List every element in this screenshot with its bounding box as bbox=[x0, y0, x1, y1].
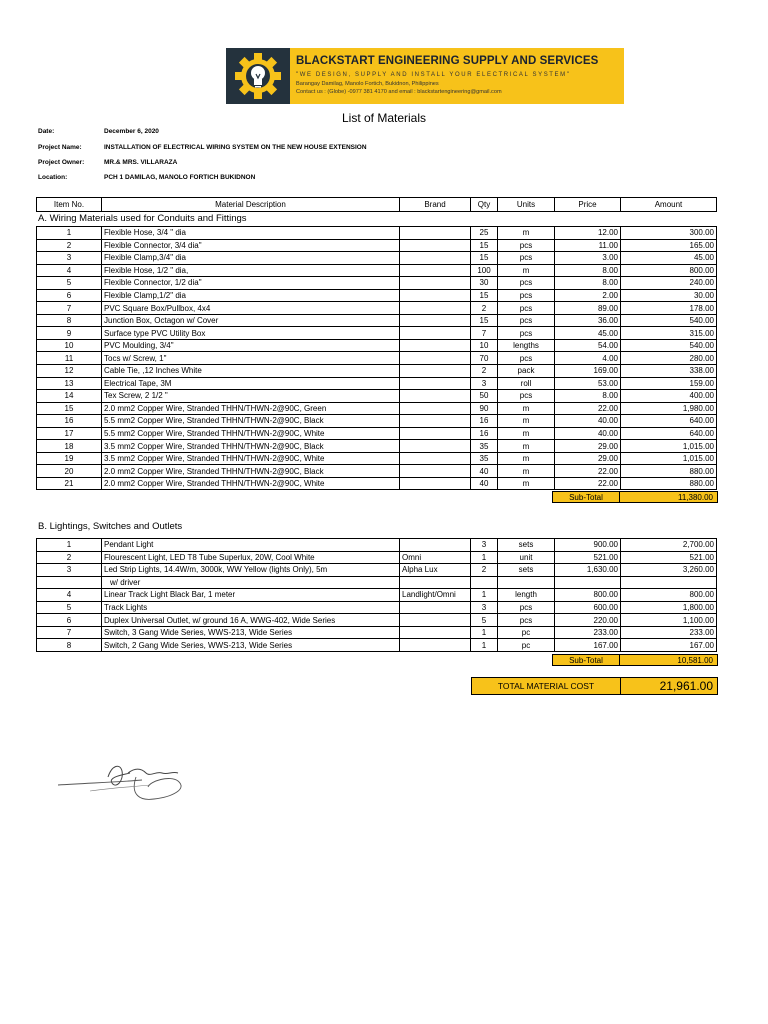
brand-cell bbox=[400, 427, 471, 440]
qty-cell: 15 bbox=[471, 289, 498, 302]
units-cell: pcs bbox=[498, 239, 555, 252]
price-cell: 22.00 bbox=[555, 402, 621, 415]
description-cell: PVC Square Box/Pullbox, 4x4 bbox=[102, 302, 400, 315]
units-cell: pcs bbox=[498, 302, 555, 315]
company-slogan: "WE DESIGN, SUPPLY AND INSTALL YOUR ELECTRICAL SYSTEM" bbox=[296, 72, 571, 78]
table-row bbox=[37, 239, 717, 252]
price-cell: 4.00 bbox=[555, 352, 621, 365]
item-no-cell: 9 bbox=[37, 327, 102, 340]
qty-cell: 7 bbox=[471, 327, 498, 340]
amount-cell: 280.00 bbox=[621, 352, 717, 365]
units-cell: pcs bbox=[498, 314, 555, 327]
item-no-cell: 6 bbox=[37, 614, 102, 627]
table-row bbox=[37, 576, 717, 589]
meta-value: MR.& MRS. VILLARAZA bbox=[104, 159, 178, 166]
brand-cell bbox=[400, 440, 471, 453]
price-cell: 521.00 bbox=[555, 551, 621, 564]
price-cell: 53.00 bbox=[555, 377, 621, 390]
price-cell: 2.00 bbox=[555, 289, 621, 302]
qty-cell: 25 bbox=[471, 227, 498, 240]
brand-cell bbox=[400, 302, 471, 315]
item-no-cell: 13 bbox=[37, 377, 102, 390]
qty-cell: 15 bbox=[471, 239, 498, 252]
brand-cell bbox=[400, 415, 471, 428]
brand-cell bbox=[400, 539, 471, 552]
description-cell: Electrical Tape, 3M bbox=[102, 377, 400, 390]
item-no-cell: 15 bbox=[37, 402, 102, 415]
brand-cell bbox=[400, 477, 471, 490]
price-cell: 54.00 bbox=[555, 339, 621, 352]
header-cell: Item No. bbox=[37, 198, 102, 212]
item-no-cell: 2 bbox=[37, 551, 102, 564]
amount-cell: 800.00 bbox=[621, 589, 717, 602]
units-cell: m bbox=[498, 465, 555, 478]
brand-cell bbox=[400, 601, 471, 614]
brand-cell: Alpha Lux bbox=[400, 564, 471, 577]
company-contact: Contact us : (Globe) -0977 381 4170 and email : blackstartengineering@gmail.com bbox=[296, 89, 502, 95]
table-header bbox=[36, 197, 717, 212]
amount-cell: 1,015.00 bbox=[621, 452, 717, 465]
units-cell: m bbox=[498, 227, 555, 240]
item-no-cell: 10 bbox=[37, 339, 102, 352]
description-cell: Tex Screw, 2 1/2 " bbox=[102, 390, 400, 403]
item-no-cell: 11 bbox=[37, 352, 102, 365]
table-row bbox=[37, 302, 717, 315]
description-cell: Flexible Hose, 1/2 " dia, bbox=[102, 264, 400, 277]
table-row bbox=[37, 477, 717, 490]
qty-cell: 2 bbox=[471, 564, 498, 577]
table-row bbox=[37, 402, 717, 415]
units-cell: sets bbox=[498, 564, 555, 577]
qty-cell: 3 bbox=[471, 539, 498, 552]
amount-cell: 30.00 bbox=[621, 289, 717, 302]
item-no-cell: 12 bbox=[37, 365, 102, 378]
meta-value: INSTALLATION OF ELECTRICAL WIRING SYSTEM ON THE NEW HOUSE EXTENSION bbox=[104, 144, 367, 151]
amount-cell: 338.00 bbox=[621, 365, 717, 378]
header-cell: Amount bbox=[621, 198, 717, 212]
section-a-subtotal-label: Sub-Total bbox=[552, 491, 620, 503]
description-cell: w/ driver bbox=[102, 576, 400, 589]
section-a-subtotal-value: 11,380.00 bbox=[619, 491, 718, 503]
section-b-title: B. Lightings, Switches and Outlets bbox=[38, 521, 183, 532]
price-cell: 89.00 bbox=[555, 302, 621, 315]
units-cell: pcs bbox=[498, 390, 555, 403]
price-cell: 600.00 bbox=[555, 601, 621, 614]
amount-cell: 521.00 bbox=[621, 551, 717, 564]
meta-label: Location: bbox=[38, 174, 68, 181]
units-cell: m bbox=[498, 440, 555, 453]
document-title: List of Materials bbox=[341, 111, 427, 125]
price-cell: 167.00 bbox=[555, 639, 621, 652]
meta-label: Project Name: bbox=[38, 144, 82, 151]
qty-cell: 35 bbox=[471, 452, 498, 465]
description-cell: 2.0 mm2 Copper Wire, Stranded THHN/THWN-2@90C, Green bbox=[102, 402, 400, 415]
price-cell: 169.00 bbox=[555, 365, 621, 378]
meta-value: PCH 1 DAMILAG, MANOLO FORTICH BUKIDNON bbox=[104, 174, 256, 181]
qty-cell: 16 bbox=[471, 415, 498, 428]
table-row bbox=[37, 440, 717, 453]
description-cell: Surface type PVC Utility Box bbox=[102, 327, 400, 340]
price-cell: 29.00 bbox=[555, 452, 621, 465]
table-row bbox=[37, 327, 717, 340]
brand-cell bbox=[400, 452, 471, 465]
item-no-cell: 8 bbox=[37, 639, 102, 652]
units-cell: pcs bbox=[498, 289, 555, 302]
price-cell: 11.00 bbox=[555, 239, 621, 252]
qty-cell: 10 bbox=[471, 339, 498, 352]
amount-cell: 1,100.00 bbox=[621, 614, 717, 627]
description-cell: Linear Track Light Black Bar, 1 meter bbox=[102, 589, 400, 602]
item-no-cell: 19 bbox=[37, 452, 102, 465]
qty-cell: 40 bbox=[471, 465, 498, 478]
description-cell: PVC Moulding, 3/4" bbox=[102, 339, 400, 352]
brand-cell bbox=[400, 227, 471, 240]
amount-cell: 167.00 bbox=[621, 639, 717, 652]
brand-cell bbox=[400, 377, 471, 390]
description-cell: Flexible Connector, 3/4 dia" bbox=[102, 239, 400, 252]
description-cell: Flexible Connector, 1/2 dia" bbox=[102, 277, 400, 290]
units-cell: pcs bbox=[498, 327, 555, 340]
item-no-cell: 5 bbox=[37, 601, 102, 614]
units-cell: pcs bbox=[498, 252, 555, 265]
item-no-cell: 16 bbox=[37, 415, 102, 428]
brand-cell bbox=[400, 626, 471, 639]
table-row bbox=[37, 377, 717, 390]
table-row bbox=[37, 277, 717, 290]
table-row bbox=[37, 365, 717, 378]
section-b-table bbox=[36, 538, 717, 652]
units-cell: pack bbox=[498, 365, 555, 378]
amount-cell: 159.00 bbox=[621, 377, 717, 390]
brand-cell bbox=[400, 289, 471, 302]
table-row bbox=[37, 252, 717, 265]
qty-cell: 2 bbox=[471, 365, 498, 378]
amount-cell: 540.00 bbox=[621, 314, 717, 327]
qty-cell: 1 bbox=[471, 626, 498, 639]
table-row bbox=[37, 339, 717, 352]
company-address: Barangay Damilag, Manolo Fortich, Bukidnon, Philippines bbox=[296, 81, 439, 87]
description-cell: 3.5 mm2 Copper Wire, Stranded THHN/THWN-2@90C, White bbox=[102, 452, 400, 465]
price-cell: 22.00 bbox=[555, 465, 621, 478]
table-row bbox=[37, 352, 717, 365]
price-cell: 233.00 bbox=[555, 626, 621, 639]
description-cell: 5.5 mm2 Copper Wire, Stranded THHN/THWN-2@90C, Black bbox=[102, 415, 400, 428]
units-cell: pcs bbox=[498, 601, 555, 614]
amount-cell: 240.00 bbox=[621, 277, 717, 290]
price-cell: 40.00 bbox=[555, 415, 621, 428]
header-cell: Material Description bbox=[102, 198, 400, 212]
price-cell: 36.00 bbox=[555, 314, 621, 327]
brand-cell bbox=[400, 239, 471, 252]
table-row bbox=[37, 390, 717, 403]
qty-cell bbox=[471, 576, 498, 589]
qty-cell: 16 bbox=[471, 427, 498, 440]
item-no-cell: 14 bbox=[37, 390, 102, 403]
header-cell: Brand bbox=[400, 198, 471, 212]
item-no-cell: 8 bbox=[37, 314, 102, 327]
units-cell: m bbox=[498, 427, 555, 440]
company-logo bbox=[226, 48, 290, 104]
amount-cell: 880.00 bbox=[621, 465, 717, 478]
qty-cell: 1 bbox=[471, 589, 498, 602]
description-cell: Flourescent Light, LED T8 Tube Superlux, 20W, Cool White bbox=[102, 551, 400, 564]
description-cell: Flexible Clamp,3/4" dia bbox=[102, 252, 400, 265]
units-cell: m bbox=[498, 264, 555, 277]
qty-cell: 100 bbox=[471, 264, 498, 277]
amount-cell: 178.00 bbox=[621, 302, 717, 315]
qty-cell: 2 bbox=[471, 302, 498, 315]
brand-cell: Landlight/Omni bbox=[400, 589, 471, 602]
table-row bbox=[37, 589, 717, 602]
amount-cell: 315.00 bbox=[621, 327, 717, 340]
units-cell: m bbox=[498, 402, 555, 415]
item-no-cell: 2 bbox=[37, 239, 102, 252]
price-cell: 1,630.00 bbox=[555, 564, 621, 577]
table-row bbox=[37, 539, 717, 552]
amount-cell: 1,980.00 bbox=[621, 402, 717, 415]
section-a-title: A. Wiring Materials used for Conduits and Fittings bbox=[38, 213, 247, 224]
qty-cell: 40 bbox=[471, 477, 498, 490]
description-cell: 3.5 mm2 Copper Wire, Stranded THHN/THWN-2@90C, Black bbox=[102, 440, 400, 453]
amount-cell: 880.00 bbox=[621, 477, 717, 490]
description-cell: Switch, 2 Gang Wide Series, WWS-213, Wide Series bbox=[102, 639, 400, 652]
amount-cell: 1,800.00 bbox=[621, 601, 717, 614]
description-cell: Junction Box, Octagon w/ Cover bbox=[102, 314, 400, 327]
amount-cell: 800.00 bbox=[621, 264, 717, 277]
qty-cell: 15 bbox=[471, 314, 498, 327]
description-cell: 2.0 mm2 Copper Wire, Stranded THHN/THWN-2@90C, White bbox=[102, 477, 400, 490]
units-cell: sets bbox=[498, 539, 555, 552]
description-cell: Cable Tie, ,12 Inches White bbox=[102, 365, 400, 378]
item-no-cell: 7 bbox=[37, 302, 102, 315]
units-cell: m bbox=[498, 477, 555, 490]
section-a-table bbox=[36, 226, 717, 490]
price-cell bbox=[555, 576, 621, 589]
units-cell: length bbox=[498, 589, 555, 602]
brand-cell bbox=[400, 402, 471, 415]
total-value: 21,961.00 bbox=[620, 677, 718, 695]
gear-bulb-icon bbox=[226, 48, 290, 104]
item-no-cell: 17 bbox=[37, 427, 102, 440]
meta-value: December 6, 2020 bbox=[104, 128, 159, 135]
item-no-cell: 18 bbox=[37, 440, 102, 453]
table-row bbox=[37, 626, 717, 639]
qty-cell: 50 bbox=[471, 390, 498, 403]
units-cell: m bbox=[498, 415, 555, 428]
amount-cell: 165.00 bbox=[621, 239, 717, 252]
header-row bbox=[37, 198, 717, 212]
table-row bbox=[37, 227, 717, 240]
units-cell: pc bbox=[498, 639, 555, 652]
units-cell: roll bbox=[498, 377, 555, 390]
meta-label: Date: bbox=[38, 128, 55, 135]
qty-cell: 90 bbox=[471, 402, 498, 415]
handwritten-signature bbox=[50, 755, 220, 815]
units-cell: m bbox=[498, 452, 555, 465]
header-cell: Qty bbox=[471, 198, 498, 212]
brand-cell bbox=[400, 639, 471, 652]
amount-cell: 3,260.00 bbox=[621, 564, 717, 577]
table-row bbox=[37, 639, 717, 652]
amount-cell: 300.00 bbox=[621, 227, 717, 240]
brand-cell bbox=[400, 252, 471, 265]
qty-cell: 3 bbox=[471, 377, 498, 390]
table-row bbox=[37, 564, 717, 577]
table-row bbox=[37, 314, 717, 327]
qty-cell: 35 bbox=[471, 440, 498, 453]
units-cell: lengths bbox=[498, 339, 555, 352]
qty-cell: 30 bbox=[471, 277, 498, 290]
price-cell: 8.00 bbox=[555, 390, 621, 403]
brand-cell bbox=[400, 614, 471, 627]
table-row bbox=[37, 264, 717, 277]
item-no-cell: 21 bbox=[37, 477, 102, 490]
item-no-cell: 5 bbox=[37, 277, 102, 290]
price-cell: 220.00 bbox=[555, 614, 621, 627]
table-row bbox=[37, 289, 717, 302]
qty-cell: 1 bbox=[471, 639, 498, 652]
amount-cell: 233.00 bbox=[621, 626, 717, 639]
price-cell: 45.00 bbox=[555, 327, 621, 340]
description-cell: 5.5 mm2 Copper Wire, Stranded THHN/THWN-2@90C, White bbox=[102, 427, 400, 440]
item-no-cell: 1 bbox=[37, 539, 102, 552]
price-cell: 3.00 bbox=[555, 252, 621, 265]
brand-cell bbox=[400, 277, 471, 290]
amount-cell bbox=[621, 576, 717, 589]
table-row bbox=[37, 551, 717, 564]
item-no-cell: 6 bbox=[37, 289, 102, 302]
amount-cell: 400.00 bbox=[621, 390, 717, 403]
description-cell: Flexible Hose, 3/4 " dia bbox=[102, 227, 400, 240]
brand-cell bbox=[400, 327, 471, 340]
amount-cell: 640.00 bbox=[621, 427, 717, 440]
table-row bbox=[37, 465, 717, 478]
brand-cell bbox=[400, 390, 471, 403]
total-label: TOTAL MATERIAL COST bbox=[471, 677, 621, 695]
qty-cell: 1 bbox=[471, 551, 498, 564]
item-no-cell: 3 bbox=[37, 564, 102, 577]
amount-cell: 2,700.00 bbox=[621, 539, 717, 552]
brand-cell bbox=[400, 314, 471, 327]
description-cell: Duplex Universal Outlet, w/ ground 16 A, WWG-402, Wide Series bbox=[102, 614, 400, 627]
price-cell: 40.00 bbox=[555, 427, 621, 440]
brand-cell bbox=[400, 339, 471, 352]
item-no-cell: 4 bbox=[37, 264, 102, 277]
description-cell: Flexible Clamp,1/2" dia bbox=[102, 289, 400, 302]
section-b-subtotal-value: 10,581.00 bbox=[619, 654, 718, 666]
table-row bbox=[37, 452, 717, 465]
description-cell: Switch, 3 Gang Wide Series, WWS-213, Wide Series bbox=[102, 626, 400, 639]
amount-cell: 640.00 bbox=[621, 415, 717, 428]
units-cell: pcs bbox=[498, 352, 555, 365]
item-no-cell: 20 bbox=[37, 465, 102, 478]
price-cell: 900.00 bbox=[555, 539, 621, 552]
brand-cell bbox=[400, 352, 471, 365]
header-cell: Price bbox=[555, 198, 621, 212]
units-cell: unit bbox=[498, 551, 555, 564]
header-cell: Units bbox=[498, 198, 555, 212]
section-b-subtotal-label: Sub-Total bbox=[552, 654, 620, 666]
item-no-cell: 3 bbox=[37, 252, 102, 265]
price-cell: 8.00 bbox=[555, 264, 621, 277]
units-cell bbox=[498, 576, 555, 589]
price-cell: 800.00 bbox=[555, 589, 621, 602]
units-cell: pc bbox=[498, 626, 555, 639]
company-banner bbox=[226, 48, 624, 104]
units-cell: pcs bbox=[498, 614, 555, 627]
table-row bbox=[37, 601, 717, 614]
brand-cell bbox=[400, 264, 471, 277]
description-cell: Led Strip Lights, 14.4W/m, 3000k, WW Yellow (lights Only), 5m bbox=[102, 564, 400, 577]
amount-cell: 1,015.00 bbox=[621, 440, 717, 453]
amount-cell: 540.00 bbox=[621, 339, 717, 352]
units-cell: pcs bbox=[498, 277, 555, 290]
table-row bbox=[37, 614, 717, 627]
description-cell: 2.0 mm2 Copper Wire, Stranded THHN/THWN-2@90C, Black bbox=[102, 465, 400, 478]
description-cell: Track Lights bbox=[102, 601, 400, 614]
description-cell: Pendant Light bbox=[102, 539, 400, 552]
brand-cell: Omni bbox=[400, 551, 471, 564]
item-no-cell: 4 bbox=[37, 589, 102, 602]
description-cell: Tocs w/ Screw, 1" bbox=[102, 352, 400, 365]
price-cell: 22.00 bbox=[555, 477, 621, 490]
qty-cell: 5 bbox=[471, 614, 498, 627]
qty-cell: 15 bbox=[471, 252, 498, 265]
table-row bbox=[37, 415, 717, 428]
qty-cell: 70 bbox=[471, 352, 498, 365]
item-no-cell bbox=[37, 576, 102, 589]
table-row bbox=[37, 427, 717, 440]
company-name: BLACKSTART ENGINEERING SUPPLY AND SERVICES bbox=[296, 55, 599, 67]
price-cell: 29.00 bbox=[555, 440, 621, 453]
brand-cell bbox=[400, 465, 471, 478]
qty-cell: 3 bbox=[471, 601, 498, 614]
meta-label: Project Owner: bbox=[38, 159, 85, 166]
price-cell: 8.00 bbox=[555, 277, 621, 290]
brand-cell bbox=[400, 576, 471, 589]
item-no-cell: 7 bbox=[37, 626, 102, 639]
price-cell: 12.00 bbox=[555, 227, 621, 240]
amount-cell: 45.00 bbox=[621, 252, 717, 265]
brand-cell bbox=[400, 365, 471, 378]
item-no-cell: 1 bbox=[37, 227, 102, 240]
